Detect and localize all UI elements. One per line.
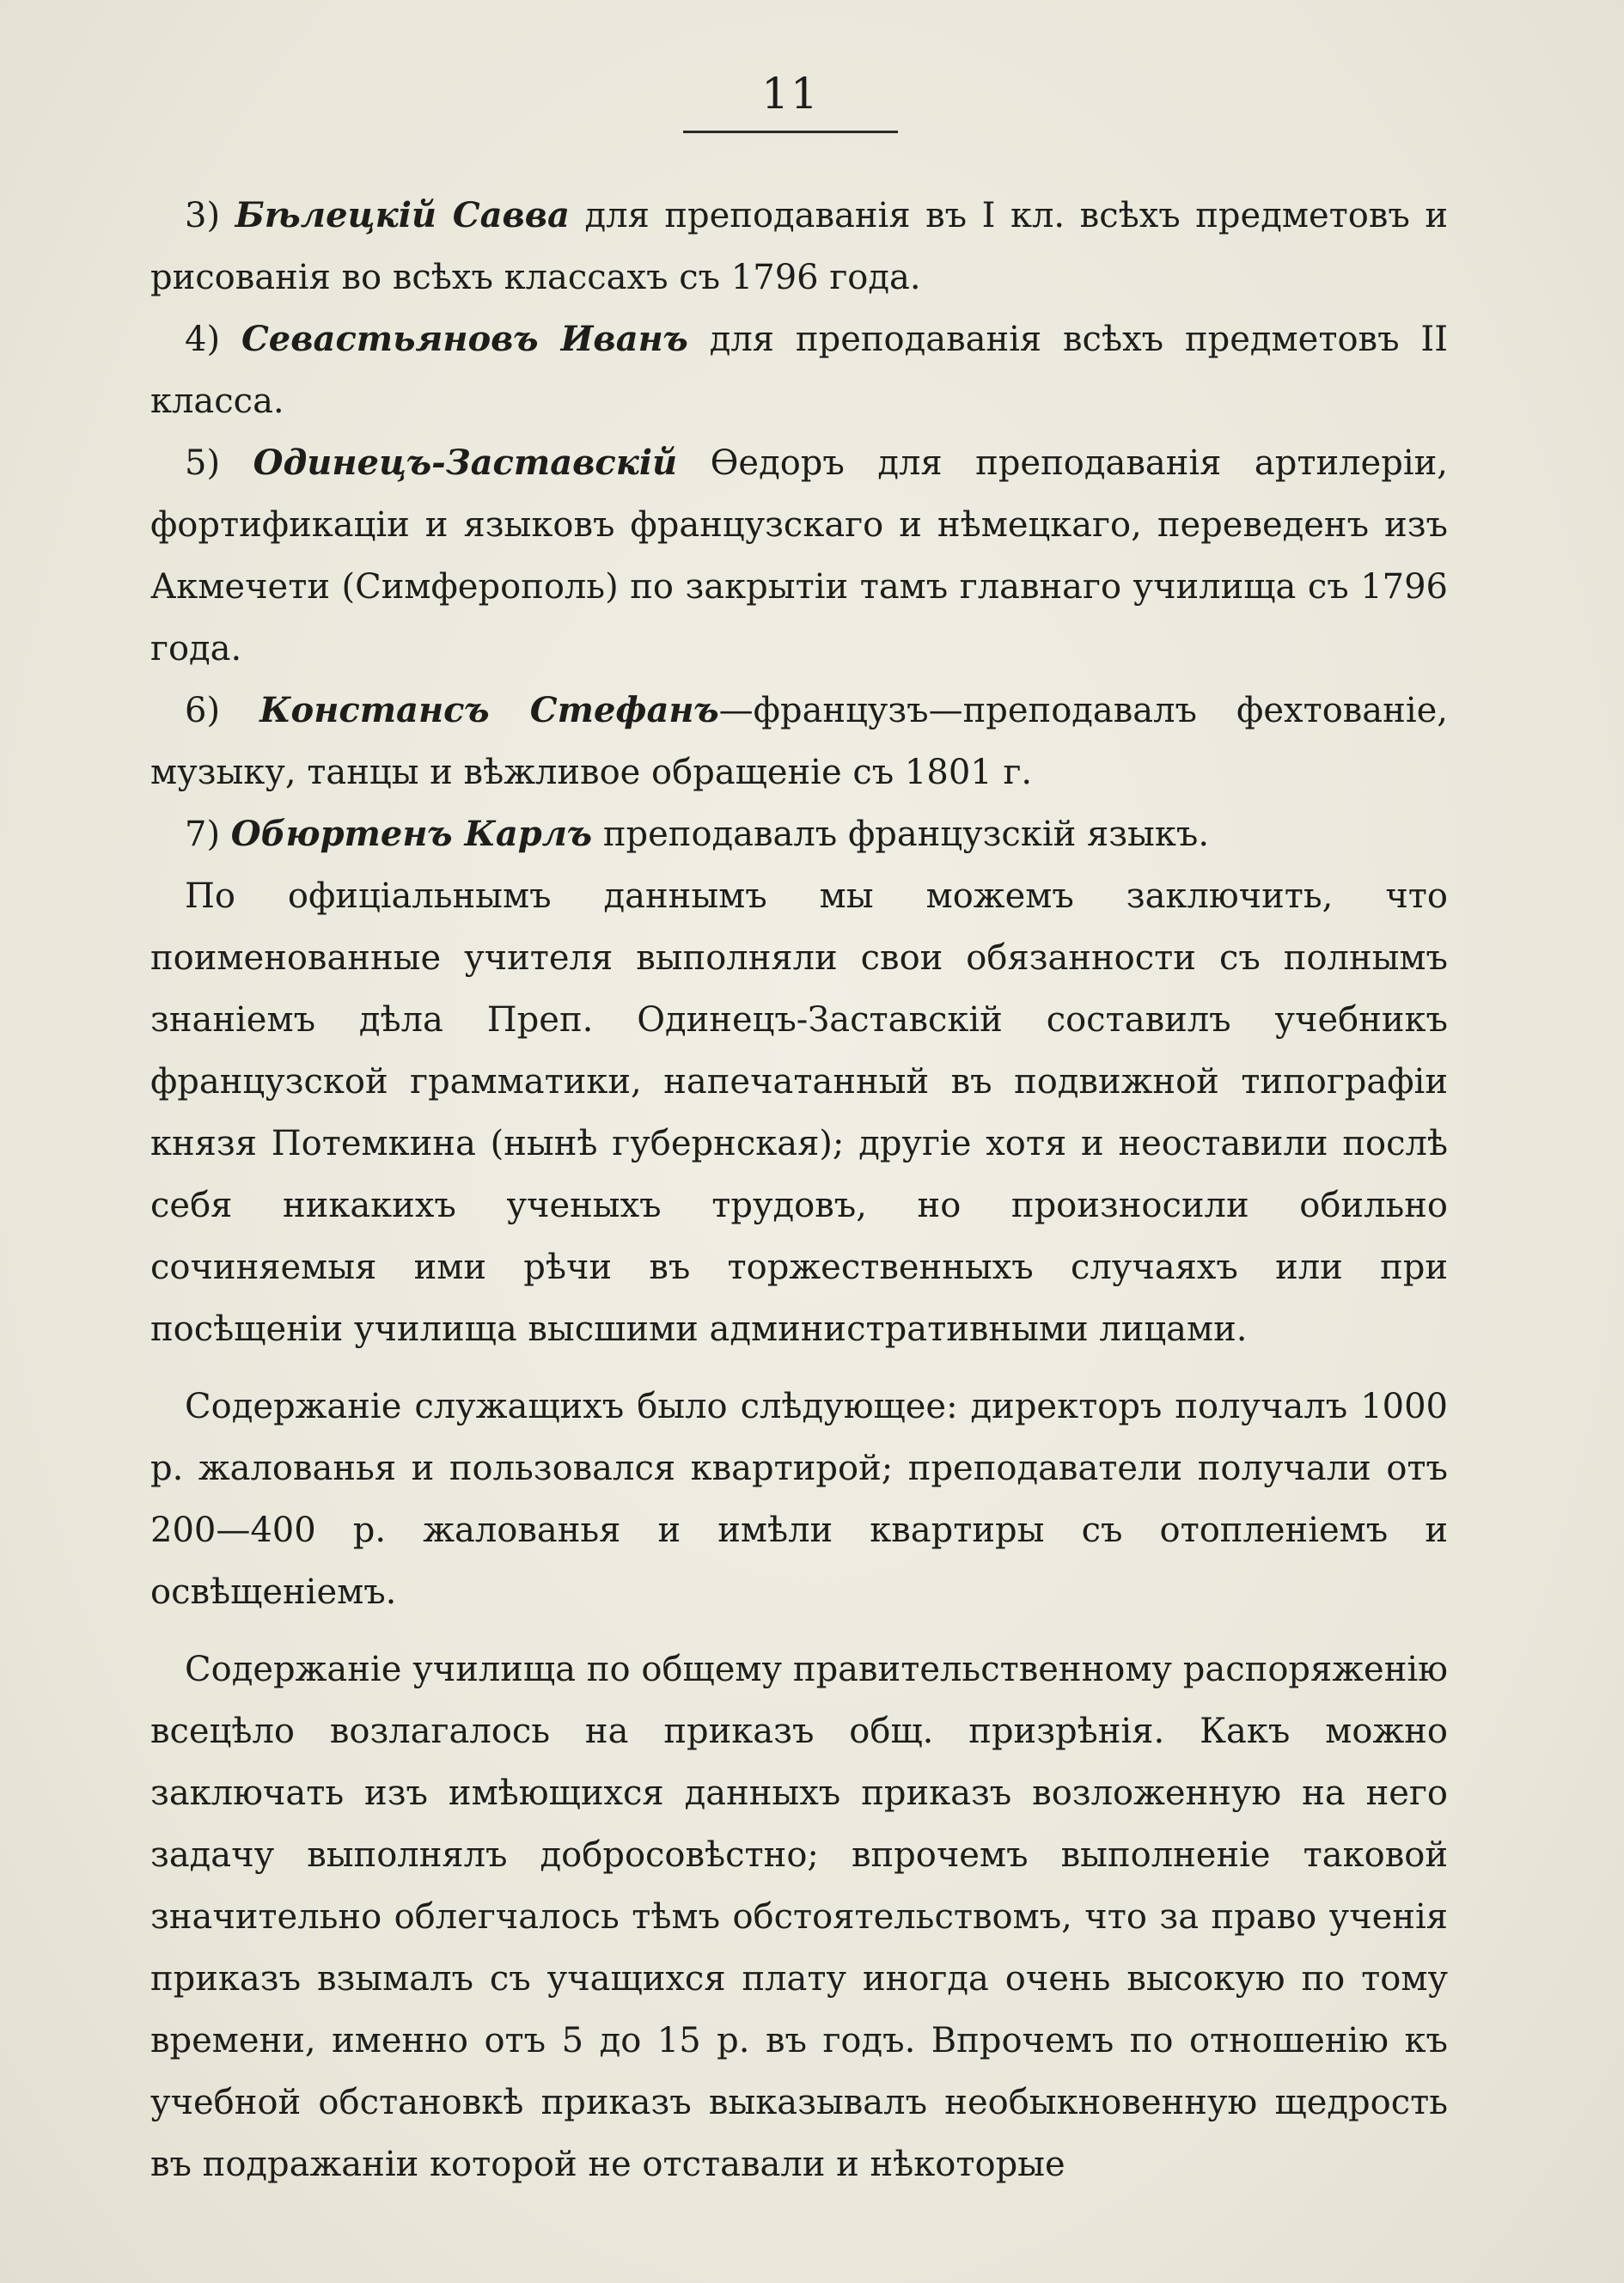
entry-text: для преподаванія въ I кл. всѣхъ предметовъ и рисованія во всѣхъ классахъ съ 1796 года. bbox=[150, 196, 1449, 297]
teacher-name: Севастьяновъ Иванъ bbox=[241, 319, 688, 359]
entry-text: Ѳедоръ для преподаванія артилеріи, фортификаціи и языковъ французскаго и нѣмецкаго, переведенъ изъ Акмечети (Симферополь) по закрытіи тамъ главнаго училища съ 1796 года. bbox=[150, 443, 1449, 668]
entry-number: 6) bbox=[185, 691, 221, 730]
header-rule bbox=[683, 131, 898, 133]
teacher-name: Бѣлецкій Савва bbox=[235, 195, 570, 235]
teacher-entry bbox=[150, 432, 1448, 680]
entry-number: 3) bbox=[185, 196, 221, 235]
entry-text: преподавалъ французскій языкъ. bbox=[592, 815, 1210, 854]
page-body bbox=[150, 185, 1448, 2195]
teacher-name: Одинецъ-Заставскій bbox=[253, 443, 678, 483]
teacher-entry bbox=[150, 308, 1448, 432]
paragraph-school-funding: Содержаніе училища по общему правительственному распоряженію всецѣло возлагалось на приказъ общ. призрѣнія. Какъ можно заключать изъ имѣющихся данныхъ приказъ возложенную на него задачу выполнялъ добросовѣстно; впрочемъ выполненіе таковой значительно облегчалось тѣмъ обстоятельствомъ, что за право ученія приказъ взымалъ съ учащихся плату иногда очень высокую по тому времени, именно отъ 5 до 15 р. въ годъ. Впрочемъ по отношенію къ учебной обстановкѣ приказъ выказывалъ необыкновенную щедрость въ подражаніи которой не отставали и нѣкоторые bbox=[150, 1650, 1448, 2184]
teacher-name: Констансъ Стефанъ bbox=[259, 690, 719, 730]
paragraph-teachers-assessment: По офиціальнымъ даннымъ мы можемъ заключить, что поименованные учителя выполняли свои обязанности съ полнымъ знаніемъ дѣла Преп. Одинецъ-Заставскій составилъ учебникъ французской грамматики, напечатанный въ подвижной типографіи князя Потемкина (нынѣ губернская); другіе хотя и неоставили послѣ себя никакихъ ученыхъ трудовъ, но произносили обильно сочиняемыя ими рѣчи въ торжественныхъ случаяхъ или при посѣщеніи училища высшими административными лицами. bbox=[150, 876, 1448, 1349]
entry-number: 7) bbox=[185, 815, 221, 854]
page-number: 11 bbox=[761, 69, 820, 119]
teacher-name: Обюртенъ Карлъ bbox=[230, 814, 593, 854]
entry-text: для преподаванія всѣхъ предметовъ II класса. bbox=[150, 320, 1449, 421]
teacher-entry bbox=[150, 185, 1448, 308]
teacher-entry bbox=[150, 803, 1448, 865]
teacher-entry bbox=[150, 680, 1448, 803]
entry-number: 4) bbox=[185, 320, 221, 359]
entry-text: —французъ—преподавалъ фехтованіе, музыку, танцы и вѣжливое обращеніе съ 1801 г. bbox=[150, 691, 1448, 792]
paragraph-staff-salaries: Содержаніе служащихъ было слѣдующее: директоръ получалъ 1000 р. жалованья и пользовался квартирой; преподаватели получали отъ 200—400 р. жалованья и имѣли квартиры съ отопленіемъ и освѣщеніемъ. bbox=[150, 1387, 1448, 1612]
entry-number: 5) bbox=[185, 443, 221, 483]
